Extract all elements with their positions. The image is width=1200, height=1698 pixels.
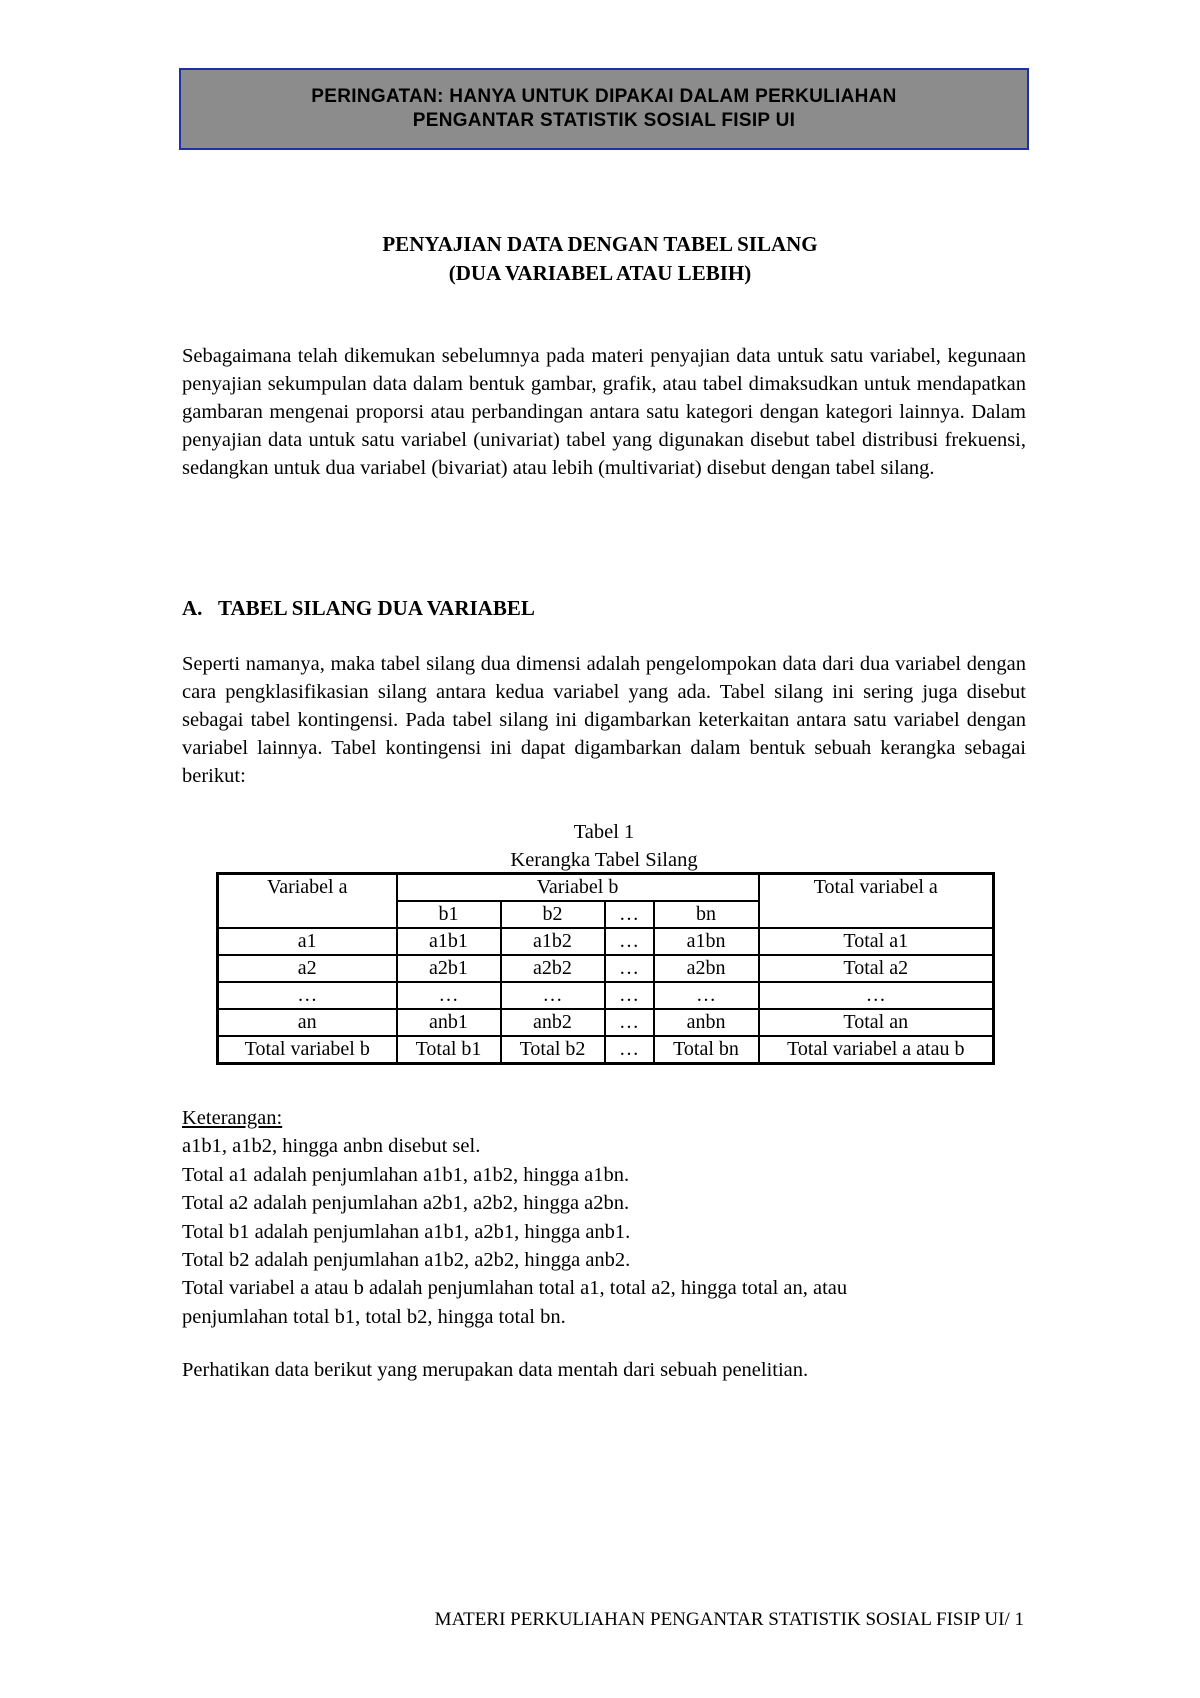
note-line: Total b1 adalah penjumlahan a1b1, a2b1, hingga anb1. xyxy=(182,1220,631,1243)
cross-tabulation-table xyxy=(216,872,995,1065)
table-total-row xyxy=(218,1036,994,1064)
table-cell: a2bn xyxy=(654,955,759,982)
table-cell: a2b1 xyxy=(397,955,501,982)
table-cell: … xyxy=(397,982,501,1009)
table-row xyxy=(218,928,994,955)
section-a-title: TABEL SILANG DUA VARIABEL xyxy=(218,596,535,620)
section-a-paragraph: Seperti namanya, maka tabel silang dua dimensi adalah pengelompokan data dari dua variabel dengan cara pengklasifikasian silang antara kedua variabel yang ada. Tabel silang ini sering juga disebut sebagai tabel kontingensi. Pada tabel silang ini digambarkan keterkaitan antara satu variabel dengan variabel lainnya. Tabel kontingensi ini dapat digambarkan dalam bentuk sebuah kerangka sebagai berikut: xyxy=(182,653,1026,787)
table-cell: … xyxy=(605,1009,654,1036)
note-line: penjumlahan total b1, total b2, hingga total bn. xyxy=(182,1305,566,1328)
note-line: Total b2 adalah penjumlahan a1b2, a2b2, hingga anb2. xyxy=(182,1249,631,1272)
subheader-cell: bn xyxy=(654,901,759,928)
table-cell: … xyxy=(605,955,654,982)
table-cell: Total variabel b xyxy=(218,1036,397,1064)
table-header-row xyxy=(218,874,994,902)
warning-line-2: PENGANTAR STATISTIK SOSIAL FISIP UI xyxy=(412,110,796,131)
table-cell: Total a1 xyxy=(759,928,994,955)
table-cell: anbn xyxy=(654,1009,759,1036)
warning-line-1: PERINGATAN: HANYA UNTUK DIPAKAI DALAM PERKULIAHAN xyxy=(311,86,897,107)
section-a-letter: A. xyxy=(182,596,203,620)
warning-banner xyxy=(179,68,1029,150)
table-cell: a1 xyxy=(218,928,397,955)
note-line: a1b1, a1b2, hingga anbn disebut sel. xyxy=(182,1135,481,1158)
table-row xyxy=(218,982,994,1009)
table-cell: Total variabel a atau b xyxy=(759,1036,994,1064)
table-cell: … xyxy=(605,982,654,1009)
table-cell: Total a2 xyxy=(759,955,994,982)
table-cell: an xyxy=(218,1009,397,1036)
title-line-2: (DUA VARIABEL ATAU LEBIH) xyxy=(448,261,752,285)
table-cell: a2 xyxy=(218,955,397,982)
intro-paragraph: Sebagaimana telah dikemukan sebelumnya pada materi penyajian data untuk satu variabel, kegunaan penyajian sekumpulan data dalam bentuk gambar, grafik, atau tabel dimaksudkan untuk mendapatkan gambaran mengenai proporsi atau perbandingan antara satu kategori dengan kategori lainnya. Dalam penyajian data untuk satu variabel (univariat) tabel yang digunakan disebut tabel distribusi frekuensi, sedangkan untuk dua variabel (bivariat) atau lebih (multivariat) disebut dengan tabel silang. xyxy=(182,345,1026,479)
table-cell: … xyxy=(218,982,397,1009)
table-cell: Total an xyxy=(759,1009,994,1036)
header-variabel-a: Variabel a xyxy=(218,874,397,929)
section-a-heading xyxy=(182,594,535,622)
table-cell: a1b1 xyxy=(397,928,501,955)
closing-sentence: Perhatikan data berikut yang merupakan data mentah dari sebuah penelitian. xyxy=(182,1359,809,1381)
table-cell: anb2 xyxy=(501,1009,605,1036)
table-cell: … xyxy=(605,1036,654,1064)
table-cell: Total b2 xyxy=(501,1036,605,1064)
table-cell: … xyxy=(605,928,654,955)
table-cell: Total b1 xyxy=(397,1036,501,1064)
table-cell: a1bn xyxy=(654,928,759,955)
header-variabel-b: Variabel b xyxy=(397,874,759,902)
note-line: Total a2 adalah penjumlahan a2b1, a2b2, hingga a2bn. xyxy=(182,1192,630,1215)
subheader-cell: … xyxy=(605,901,654,928)
table-cell: anb1 xyxy=(397,1009,501,1036)
table-caption-number: Tabel 1 xyxy=(573,821,635,843)
table-caption xyxy=(0,818,1200,874)
table-cell: a2b2 xyxy=(501,955,605,982)
page-footer: MATERI PERKULIAHAN PENGANTAR STATISTIK SOSIAL FISIP UI/ 1 xyxy=(434,1609,1024,1630)
subheader-cell: b2 xyxy=(501,901,605,928)
subheader-cell: b1 xyxy=(397,901,501,928)
document-title xyxy=(0,230,1200,288)
header-total-variabel-a: Total variabel a xyxy=(759,874,994,929)
notes-block xyxy=(182,1104,1026,1331)
table-cell: Total bn xyxy=(654,1036,759,1064)
note-line: Total variabel a atau b adalah penjumlahan total a1, total a2, hingga total an, atau xyxy=(182,1277,848,1300)
table-row xyxy=(218,955,994,982)
title-line-1: PENYAJIAN DATA DENGAN TABEL SILANG xyxy=(382,232,818,256)
note-line: Total a1 adalah penjumlahan a1b1, a1b2, hingga a1bn. xyxy=(182,1163,630,1186)
table-cell: … xyxy=(759,982,994,1009)
table-row xyxy=(218,1009,994,1036)
table-cell: … xyxy=(501,982,605,1009)
notes-heading: Keterangan: xyxy=(182,1107,283,1129)
table-cell: … xyxy=(654,982,759,1009)
table-cell: a1b2 xyxy=(501,928,605,955)
table-caption-title: Kerangka Tabel Silang xyxy=(510,849,698,871)
